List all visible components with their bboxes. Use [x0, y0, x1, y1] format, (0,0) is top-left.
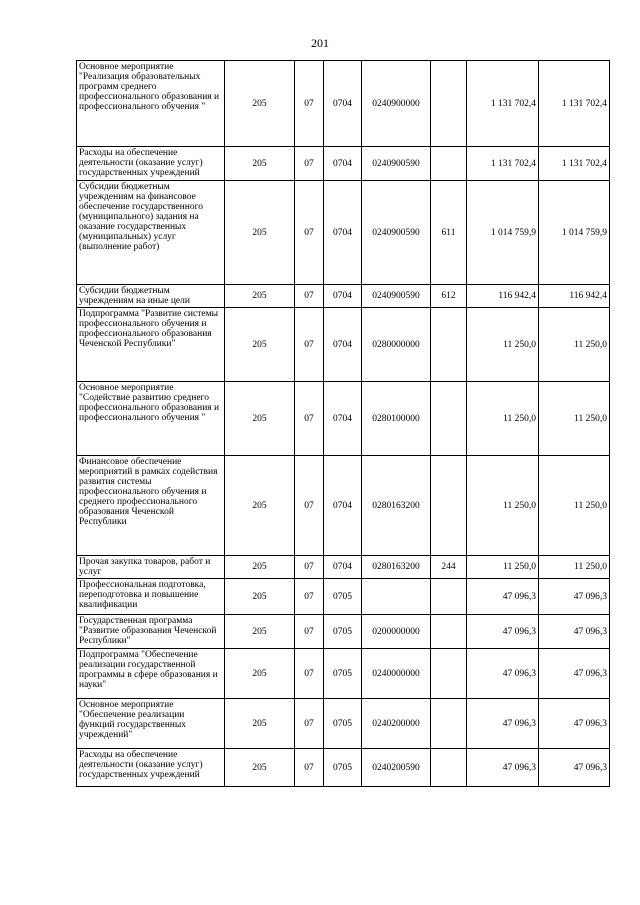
target-article-code: 0200000000: [362, 615, 431, 649]
row-name: Расходы на обеспечение деятельности (оказание услуг) государственных учреждений: [77, 147, 225, 181]
amount-year-1: 47 096,3: [467, 579, 539, 615]
expense-type-code: [431, 699, 467, 749]
amount-year-1: 47 096,3: [467, 749, 539, 787]
expense-type-code: [431, 579, 467, 615]
table-body: [77, 61, 610, 787]
budget-table: [76, 60, 610, 787]
row-name: Основное мероприятие "Реализация образовательных программ среднего профессионального образования и профессионального обучения ": [77, 61, 225, 147]
amount-year-2: 11 250,0: [539, 308, 610, 382]
amount-year-2: 11 250,0: [539, 556, 610, 579]
table-row: [77, 699, 610, 749]
ministry-code: 205: [225, 285, 295, 308]
section-code: 07: [295, 285, 324, 308]
section-code: 07: [295, 61, 324, 147]
ministry-code: 205: [225, 556, 295, 579]
row-name: Подпрограмма "Обеспечение реализации государственной программы в сфере образования и науки": [77, 649, 225, 699]
ministry-code: 205: [225, 579, 295, 615]
section-code: 07: [295, 308, 324, 382]
amount-year-2: 116 942,4: [539, 285, 610, 308]
table-row: [77, 579, 610, 615]
section-code: 07: [295, 556, 324, 579]
amount-year-2: 47 096,3: [539, 579, 610, 615]
subsection-code: 0704: [324, 382, 362, 456]
target-article-code: 0240900590: [362, 147, 431, 181]
page-number: 201: [311, 36, 329, 50]
expense-type-code: [431, 749, 467, 787]
section-code: 07: [295, 147, 324, 181]
target-article-code: [362, 579, 431, 615]
section-code: 07: [295, 579, 324, 615]
table-row: [77, 308, 610, 382]
target-article-code: 0240000000: [362, 649, 431, 699]
amount-year-2: 1 131 702,4: [539, 61, 610, 147]
target-article-code: 0280100000: [362, 382, 431, 456]
ministry-code: 205: [225, 147, 295, 181]
amount-year-2: 11 250,0: [539, 456, 610, 556]
table-row: [77, 181, 610, 285]
subsection-code: 0705: [324, 649, 362, 699]
expense-type-code: 612: [431, 285, 467, 308]
ministry-code: 205: [225, 749, 295, 787]
row-name: Прочая закупка товаров, работ и услуг: [77, 556, 225, 579]
expense-type-code: [431, 308, 467, 382]
amount-year-1: 47 096,3: [467, 649, 539, 699]
amount-year-1: 11 250,0: [467, 456, 539, 556]
ministry-code: 205: [225, 181, 295, 285]
amount-year-1: 1 014 759,9: [467, 181, 539, 285]
subsection-code: 0705: [324, 749, 362, 787]
section-code: 07: [295, 649, 324, 699]
section-code: 07: [295, 181, 324, 285]
amount-year-1: 116 942,4: [467, 285, 539, 308]
row-name: Субсидии бюджетным учреждениям на иные цели: [77, 285, 225, 308]
amount-year-2: 11 250,0: [539, 382, 610, 456]
ministry-code: 205: [225, 61, 295, 147]
amount-year-1: 11 250,0: [467, 308, 539, 382]
section-code: 07: [295, 456, 324, 556]
target-article-code: 0280000000: [362, 308, 431, 382]
table-row: [77, 615, 610, 649]
expense-type-code: [431, 61, 467, 147]
target-article-code: 0240900000: [362, 61, 431, 147]
section-code: 07: [295, 615, 324, 649]
amount-year-2: 47 096,3: [539, 699, 610, 749]
row-name: Профессиональная подготовка, переподготовка и повышение квалификации: [77, 579, 225, 615]
section-code: 07: [295, 382, 324, 456]
table-row: [77, 285, 610, 308]
expense-type-code: [431, 382, 467, 456]
ministry-code: 205: [225, 382, 295, 456]
expense-type-code: [431, 615, 467, 649]
amount-year-1: 11 250,0: [467, 556, 539, 579]
subsection-code: 0704: [324, 147, 362, 181]
target-article-code: 0280163200: [362, 456, 431, 556]
table-row: [77, 556, 610, 579]
subsection-code: 0704: [324, 61, 362, 147]
expense-type-code: [431, 456, 467, 556]
expense-type-code: [431, 649, 467, 699]
amount-year-1: 47 096,3: [467, 615, 539, 649]
ministry-code: 205: [225, 456, 295, 556]
table-row: [77, 749, 610, 787]
table-row: [77, 649, 610, 699]
row-name: Основное мероприятие "Содействие развитию среднего профессионального образования и профессионального обучения ": [77, 382, 225, 456]
subsection-code: 0704: [324, 556, 362, 579]
ministry-code: 205: [225, 308, 295, 382]
subsection-code: 0704: [324, 456, 362, 556]
subsection-code: 0705: [324, 615, 362, 649]
section-code: 07: [295, 749, 324, 787]
subsection-code: 0705: [324, 579, 362, 615]
amount-year-2: 47 096,3: [539, 649, 610, 699]
row-name: Финансовое обеспечение мероприятий в рамках содействия развития системы профессионального обучения и среднего профессионального образования Чеченской Республики: [77, 456, 225, 556]
amount-year-1: 1 131 702,4: [467, 61, 539, 147]
target-article-code: 0240200000: [362, 699, 431, 749]
ministry-code: 205: [225, 615, 295, 649]
subsection-code: 0704: [324, 181, 362, 285]
expense-type-code: [431, 147, 467, 181]
target-article-code: 0280163200: [362, 556, 431, 579]
row-name: Основное мероприятие "Обеспечение реализации функций государственных учреждений": [77, 699, 225, 749]
table-row: [77, 147, 610, 181]
table-row: [77, 61, 610, 147]
amount-year-1: 11 250,0: [467, 382, 539, 456]
expense-type-code: 611: [431, 181, 467, 285]
amount-year-2: 47 096,3: [539, 615, 610, 649]
expense-type-code: 244: [431, 556, 467, 579]
ministry-code: 205: [225, 649, 295, 699]
table-row: [77, 382, 610, 456]
row-name: Субсидии бюджетным учреждениям на финансовое обеспечение государственного (муниципального) задания на оказание государственных (муниципальных) услуг (выполнение работ): [77, 181, 225, 285]
ministry-code: 205: [225, 699, 295, 749]
row-name: Подпрограмма "Развитие системы профессионального обучения и профессионального образования Чеченской Республики": [77, 308, 225, 382]
subsection-code: 0705: [324, 699, 362, 749]
row-name: Государственная программа "Развитие образования Чеченской Республики": [77, 615, 225, 649]
amount-year-2: 47 096,3: [539, 749, 610, 787]
amount-year-1: 47 096,3: [467, 699, 539, 749]
row-name: Расходы на обеспечение деятельности (оказание услуг) государственных учреждений: [77, 749, 225, 787]
amount-year-2: 1 131 702,4: [539, 147, 610, 181]
subsection-code: 0704: [324, 308, 362, 382]
amount-year-2: 1 014 759,9: [539, 181, 610, 285]
table-row: [77, 456, 610, 556]
subsection-code: 0704: [324, 285, 362, 308]
amount-year-1: 1 131 702,4: [467, 147, 539, 181]
target-article-code: 0240200590: [362, 749, 431, 787]
target-article-code: 0240900590: [362, 285, 431, 308]
section-code: 07: [295, 699, 324, 749]
target-article-code: 0240900590: [362, 181, 431, 285]
